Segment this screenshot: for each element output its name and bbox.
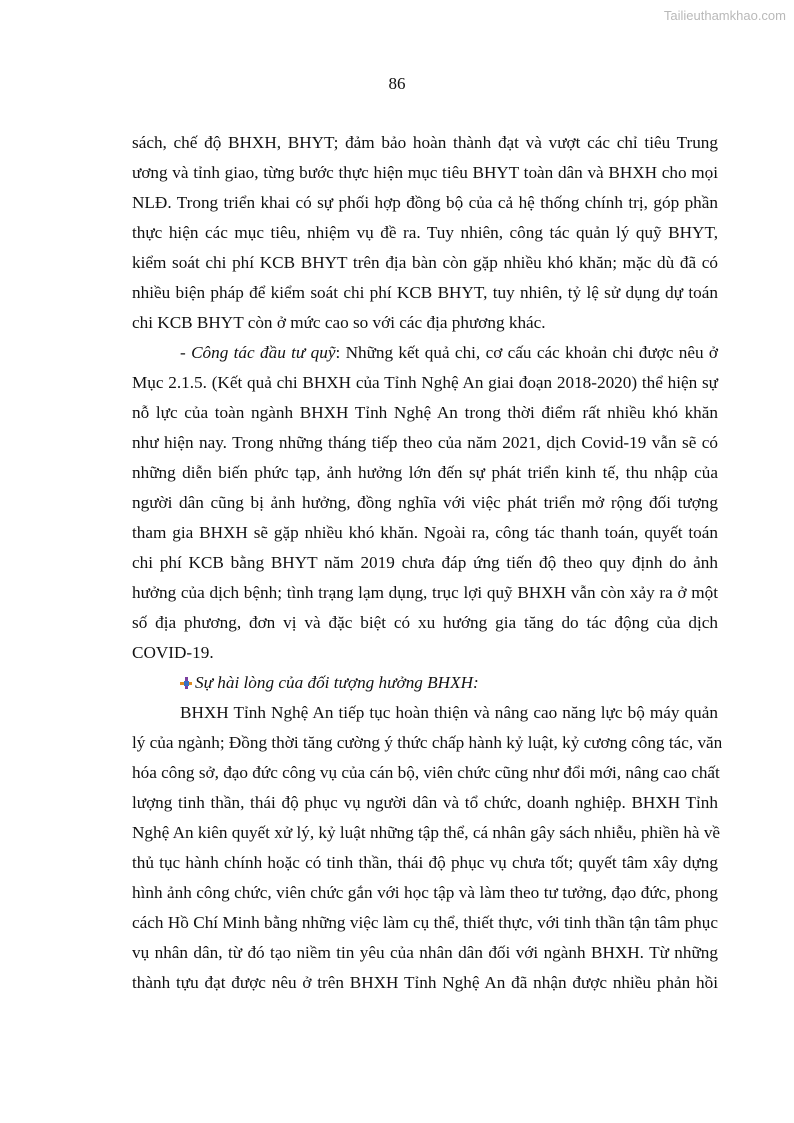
page-number: 86 — [388, 74, 406, 93]
text-line: BHXH Tỉnh Nghệ An tiếp tục hoàn thiện và nâng cao năng lực bộ máy quản — [180, 703, 718, 722]
text-line: thủ tục hành chính hoặc có tinh thần, thái độ phục vụ chưa tốt; quyết tâm xây dựng — [132, 853, 718, 872]
text-line: hình ảnh công chức, viên chức gắn với học tập và làm theo tư tưởng, đạo đức, phong — [132, 883, 718, 902]
investment-label: - Công tác đầu tư quỹ — [180, 343, 336, 362]
text-line: lượng tinh thần, thái độ phục vụ người dân và tổ chức, doanh nghiệp. BHXH Tỉnh — [132, 793, 718, 812]
text-line: NLĐ. Trong triển khai có sự phối hợp đồng bộ của cả hệ thống chính trị, góp phần — [132, 193, 718, 212]
text-line: sách, chế độ BHXH, BHYT; đảm bảo hoàn thành đạt và vượt các chỉ tiêu Trung — [132, 133, 718, 152]
text-line: ương và tỉnh giao, từng bước thực hiện mục tiêu BHYT toàn dân và BHXH cho mọi — [132, 163, 718, 182]
text-line: lý của ngành; Đồng thời tăng cường ý thức chấp hành kỷ luật, kỷ cương công tác, văn — [132, 733, 723, 752]
satisfaction-heading: Sự hài lòng của đối tượng hưởng BHXH: — [195, 673, 479, 692]
text-line: nhiều biện pháp để kiểm soát chi phí KCB BHYT, tuy nhiên, tỷ lệ sử dụng dự toán — [132, 283, 718, 302]
text-line: chi phí KCB bằng BHYT năm 2019 chưa đáp ứng tiến độ theo quy định do ảnh — [132, 553, 718, 572]
text-line: cách Hồ Chí Minh bằng những việc làm cụ thể, thiết thực, với tinh thần tận tâm phục — [132, 913, 718, 932]
text-line: những diễn biến phức tạp, ảnh hưởng lớn đến sự phát triển kinh tế, thu nhập của — [132, 463, 718, 482]
text-line: số địa phương, đơn vị và đặc biệt có xu hướng gia tăng do tác động của dịch — [132, 613, 718, 632]
text-line: tham gia BHXH sẽ gặp nhiều khó khăn. Ngoài ra, công tác thanh toán, quyết toán — [132, 523, 718, 542]
investment-first-line — [132, 338, 718, 368]
text-line: thành tựu đạt được nêu ở trên BHXH Tỉnh Nghệ An đã nhận được nhiều phản hồi — [132, 973, 718, 992]
text-line: nỗ lực của toàn ngành BHXH Tỉnh Nghệ An trong thời điểm rất nhiều khó khăn — [132, 403, 718, 422]
text-line: Mục 2.1.5. (Kết quả chi BHXH của Tỉnh Nghệ An giai đoạn 2018-2020) thể hiện sự — [132, 373, 718, 392]
text-line: hưởng của dịch bệnh; tình trạng lạm dụng, trục lợi quỹ BHXH vẫn còn xảy ra ở một — [132, 583, 718, 602]
body-text — [132, 128, 723, 998]
satisfaction-heading-line — [132, 668, 718, 698]
watermark: Tailieuthamkhao.com — [663, 8, 786, 23]
text-line: người dân cũng bị ảnh hưởng, đồng nghĩa với việc phát triển mở rộng đối tượng — [132, 493, 718, 512]
text-line: hóa công sở, đạo đức công vụ của cán bộ, viên chức cũng như đổi mới, nâng cao chất — [132, 763, 720, 782]
text-line: kiểm soát chi phí KCB BHYT trên địa bàn còn gặp nhiều khó khăn; mặc dù đã có — [132, 253, 718, 272]
text-line: COVID-19. — [132, 643, 214, 662]
text-line: như hiện nay. Trong những tháng tiếp theo của năm 2021, dịch Covid-19 vẫn sẽ có — [132, 433, 718, 452]
text-line: vụ nhân dân, từ đó tạo niềm tin yêu của nhân dân đối với ngành BHXH. Từ những — [132, 943, 718, 962]
text-line: Nghệ An kiên quyết xử lý, kỷ luật những tập thể, cá nhân gây sách nhiễu, phiền hà về — [132, 823, 721, 842]
bullet-icon — [180, 677, 192, 689]
text-line: thực hiện các mục tiêu, nhiệm vụ đề ra. Tuy nhiên, công tác quản lý quỹ BHYT, — [132, 223, 718, 242]
investment-first-line-rest: : Những kết quả chi, cơ cấu các khoản chi được nêu ở — [335, 343, 718, 362]
text-line: chi KCB BHYT còn ở mức cao so với các địa phương khác. — [132, 313, 546, 332]
